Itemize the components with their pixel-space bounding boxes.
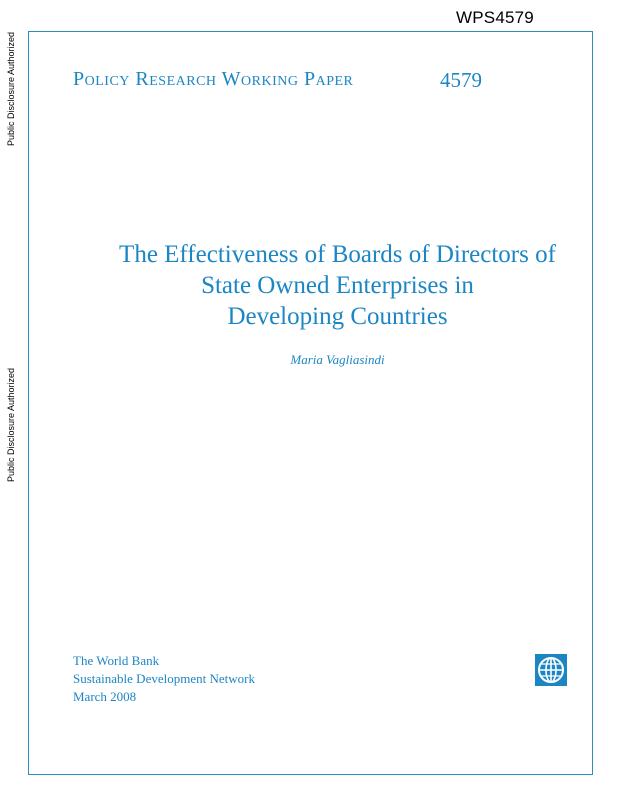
title-line: Developing Countries xyxy=(227,303,448,330)
title-line: The Effectiveness of Boards of Directors of xyxy=(119,241,556,268)
paper-title xyxy=(60,239,615,332)
title-line: State Owned Enterprises in xyxy=(201,272,474,299)
publisher-block xyxy=(73,652,255,706)
publish-date: March 2008 xyxy=(73,689,137,704)
paper-number: 4579 xyxy=(440,68,482,92)
disclosure-label: Public Disclosure Authorized xyxy=(6,31,16,147)
disclosure-label: Public Disclosure Authorized xyxy=(6,367,16,483)
report-id: WPS4579 xyxy=(456,8,534,27)
author-name: Maria Vagliasindi xyxy=(290,352,385,367)
disclosure-stamp-middle xyxy=(4,360,18,490)
disclosure-stamp-top xyxy=(4,24,18,154)
publisher-org: The World Bank xyxy=(73,653,160,668)
publisher-unit: Sustainable Development Network xyxy=(73,671,255,686)
series-name: Policy Research Working Paper xyxy=(73,68,354,90)
world-bank-globe-icon xyxy=(535,654,567,686)
